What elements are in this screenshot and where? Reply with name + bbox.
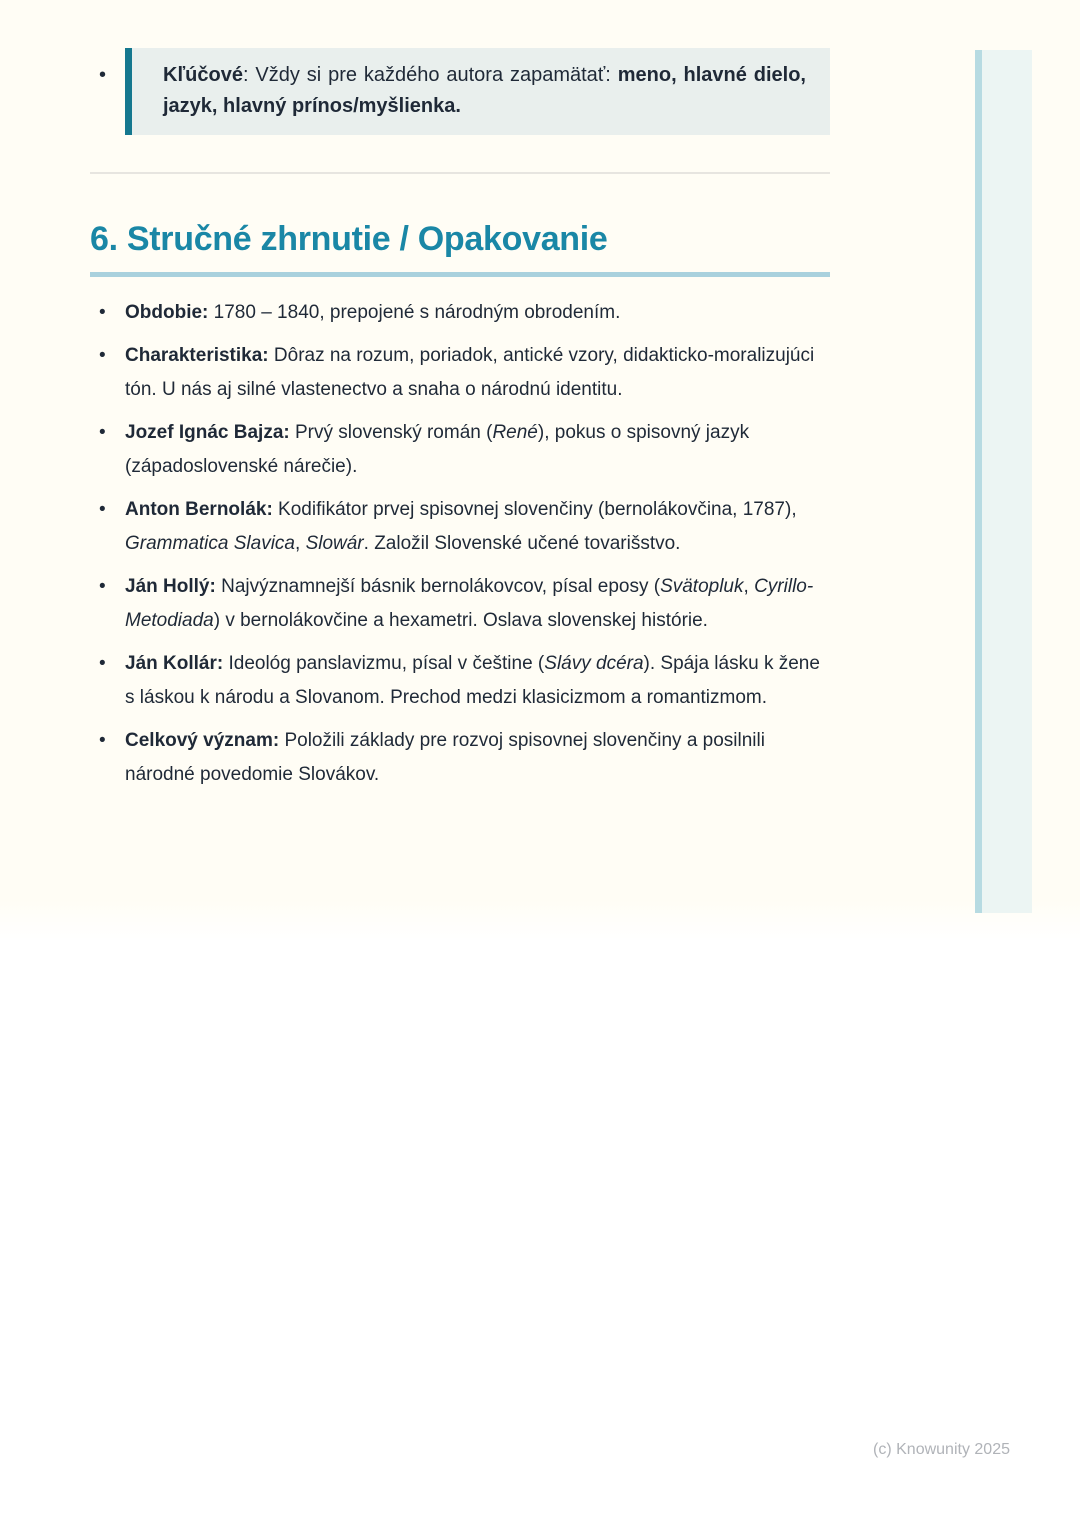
text-segment-italic: Cyrillo-Metodiada xyxy=(125,576,814,631)
bullet-marker: • xyxy=(99,302,106,323)
text-segment-bold: Celkový význam: xyxy=(125,730,280,751)
list-item-text xyxy=(125,724,830,792)
key-note-row xyxy=(90,48,830,135)
list-item xyxy=(90,296,830,330)
document-content xyxy=(90,48,830,801)
text-segment-regular: Dôraz na rozum, poriadok, antické vzory, didakticko-moralizujúci tón. U nás aj silné vlastenectvo a snaha o národnú identitu. xyxy=(125,345,815,400)
key-note-callout xyxy=(125,48,830,135)
text-segment-italic: Grammatica Slavica xyxy=(125,533,295,554)
text-segment-regular: Ideológ panslavizmu, písal v češtine ( xyxy=(223,653,545,674)
list-item xyxy=(90,493,830,561)
text-segment-bold: Obdobie: xyxy=(125,302,209,323)
list-item-text xyxy=(125,570,830,638)
section-divider xyxy=(90,172,830,174)
summary-list xyxy=(90,296,830,792)
list-item-text xyxy=(125,416,830,484)
text-segment-bold: Ján Kollár: xyxy=(125,653,224,674)
text-segment-bold: Jozef Ignác Bajza: xyxy=(125,422,290,443)
list-item-text xyxy=(125,493,830,561)
copyright-footer: (c) Knowunity 2025 xyxy=(873,1441,1010,1458)
text-segment-regular: : Vždy si pre každého autora zapamätať: xyxy=(242,64,618,86)
text-segment-italic: Slowár xyxy=(305,533,364,554)
list-item xyxy=(90,339,830,407)
text-segment-bold: Kľúčové xyxy=(163,64,243,86)
text-segment-regular: 1780 – 1840, prepojené s národným obrodením. xyxy=(208,302,621,323)
bullet-marker: • xyxy=(99,576,106,597)
text-segment-bold: Ján Hollý: xyxy=(125,576,216,597)
bullet-marker: • xyxy=(99,64,107,86)
text-segment-regular: , xyxy=(743,576,755,597)
text-segment-bold: meno, hlavné dielo, jazyk, hlavný prínos/myšlienka. xyxy=(163,64,806,117)
list-item-text xyxy=(125,339,830,407)
text-segment-italic: René xyxy=(492,422,538,443)
bullet-marker: • xyxy=(99,345,106,366)
text-segment-regular: . Založil Slovenské učené tovarišstvo. xyxy=(363,533,681,554)
text-segment-regular: Položili základy pre rozvoj spisovnej slovenčiny a posilnili národné povedomie Slovákov. xyxy=(125,730,765,785)
side-accent-bar xyxy=(975,50,1032,913)
text-segment-italic: Slávy dcéra xyxy=(544,653,644,674)
section-title-underline xyxy=(90,272,830,277)
text-segment-regular: Najvýznamnejší básnik bernolákovcov, písal eposy ( xyxy=(215,576,661,597)
list-item-text xyxy=(125,296,830,330)
list-item xyxy=(90,647,830,715)
text-segment-bold: Anton Bernolák: xyxy=(125,499,273,520)
text-segment-regular: Prvý slovenský román ( xyxy=(289,422,493,443)
text-segment-italic: Svätopluk xyxy=(660,576,744,597)
bullet-marker: • xyxy=(99,422,106,443)
list-item xyxy=(90,570,830,638)
bullet-marker: • xyxy=(99,653,106,674)
section-title: 6. Stručné zhrnutie / Opakovanie xyxy=(90,220,608,258)
text-segment-regular: Kodifikátor prvej spisovnej slovenčiny (bernolákovčina, 1787), xyxy=(272,499,797,520)
list-item xyxy=(90,416,830,484)
text-segment-regular: ). Spája lásku k žene s láskou k národu a Slovanom. Prechod medzi klasicizmom a romantizmom. xyxy=(125,653,820,708)
text-segment-regular: ) v bernolákovčine a hexametri. Oslava slovenskej histórie. xyxy=(213,610,708,631)
bullet-marker: • xyxy=(99,499,106,520)
text-segment-bold: Charakteristika: xyxy=(125,345,269,366)
bullet-marker: • xyxy=(99,730,106,751)
text-segment-regular: , xyxy=(295,533,306,554)
list-item xyxy=(90,724,830,792)
text-segment-regular: ), pokus o spisovný jazyk (západoslovenské nárečie). xyxy=(125,422,750,477)
list-item-text xyxy=(125,647,830,715)
